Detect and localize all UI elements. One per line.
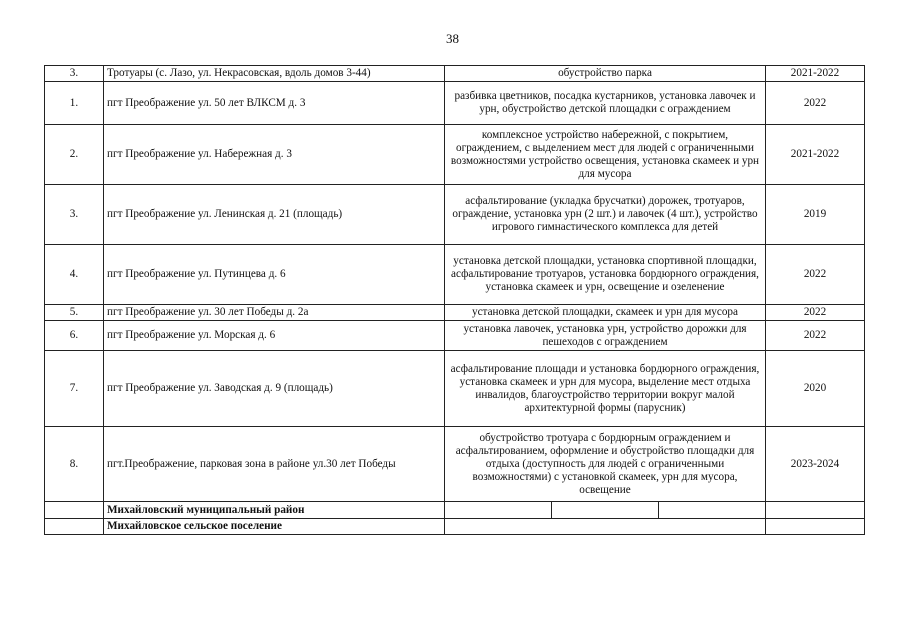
table-row [45, 66, 865, 82]
row-work: комплексное устройство набережной, с покрытием, ограждением, с выделением мест для людей с ограниченными возможностями устройство освещения, установка скамеек и урн для мусора [445, 125, 766, 185]
empty-cell [766, 502, 865, 519]
empty-cell [766, 519, 865, 535]
section-label: Михайловское сельское поселение [104, 519, 445, 535]
empty-cell [45, 519, 104, 535]
row-number: 1. [45, 82, 104, 125]
row-work: установка детской площадки, скамеек и урн для мусора [445, 305, 766, 321]
row-address: пгт Преображение ул. Путинцева д. 6 [104, 245, 445, 305]
table-row [45, 351, 865, 427]
row-year: 2019 [766, 185, 865, 245]
row-number: 5. [45, 305, 104, 321]
row-work: обустройство парка [445, 66, 766, 82]
row-address: пгт.Преображение, парковая зона в районе ул.30 лет Победы [104, 427, 445, 502]
row-work: обустройство тротуара с бордюрным ограждением и асфальтированием, оформление и обустройство площадки для отдыха (доступность для людей с ограниченными возможностями) с установкой скамеек, урн для мусора, освещение [445, 427, 766, 502]
row-address: пгт Преображение ул. Ленинская д. 21 (площадь) [104, 185, 445, 245]
section-row [45, 519, 865, 535]
table-row [45, 82, 865, 125]
table-row [45, 245, 865, 305]
row-year: 2023-2024 [766, 427, 865, 502]
row-work: установка детской площадки, установка спортивной площадки, асфальтирование тротуаров, установка бордюрного ограждения, установка скамеек и урн, освещение и озеленение [445, 245, 766, 305]
row-year: 2021-2022 [766, 66, 865, 82]
row-work: установка лавочек, установка урн, устройство дорожки для пешеходов с ограждением [445, 321, 766, 351]
row-address: пгт Преображение ул. Набережная д. 3 [104, 125, 445, 185]
row-year: 2022 [766, 305, 865, 321]
row-work: разбивка цветников, посадка кустарников, установка лавочек и урн, обустройство детской площадки с ограждением [445, 82, 766, 125]
improvement-table [44, 65, 865, 535]
row-year: 2022 [766, 245, 865, 305]
page-number: 38 [446, 31, 459, 46]
table-row [45, 427, 865, 502]
table-row [45, 321, 865, 351]
row-work: асфальтирование (укладка брусчатки) дорожек, тротуаров, ограждение, установка урн (2 шт.) и лавочек (4 шт.), устройство игрового гимнастического комплекса для детей [445, 185, 766, 245]
row-number: 6. [45, 321, 104, 351]
empty-cell [45, 502, 104, 519]
row-year: 2020 [766, 351, 865, 427]
row-address: пгт Преображение ул. 30 лет Победы д. 2а [104, 305, 445, 321]
row-number: 4. [45, 245, 104, 305]
row-year: 2022 [766, 321, 865, 351]
row-number: 3. [45, 66, 104, 82]
row-year: 2021-2022 [766, 125, 865, 185]
empty-cell [445, 502, 766, 519]
table-row [45, 185, 865, 245]
row-address: Тротуары (с. Лазо, ул. Некрасовская, вдоль домов 3-44) [104, 66, 445, 82]
row-address: пгт Преображение ул. 50 лет ВЛКСМ д. 3 [104, 82, 445, 125]
row-work: асфальтирование площади и установка бордюрного ограждения, установка скамеек и урн для мусора, выделение мест отдыха инвалидов, благоустройство территории вокруг малой архитектурной формы (парусник) [445, 351, 766, 427]
empty-cell [445, 519, 766, 535]
row-number: 8. [45, 427, 104, 502]
section-row [45, 502, 865, 519]
table-row [45, 305, 865, 321]
row-number: 7. [45, 351, 104, 427]
row-year: 2022 [766, 82, 865, 125]
section-label: Михайловский муниципальный район [104, 502, 445, 519]
row-number: 2. [45, 125, 104, 185]
row-address: пгт Преображение ул. Морская д. 6 [104, 321, 445, 351]
row-number: 3. [45, 185, 104, 245]
table-row [45, 125, 865, 185]
row-address: пгт Преображение ул. Заводская д. 9 (площадь) [104, 351, 445, 427]
